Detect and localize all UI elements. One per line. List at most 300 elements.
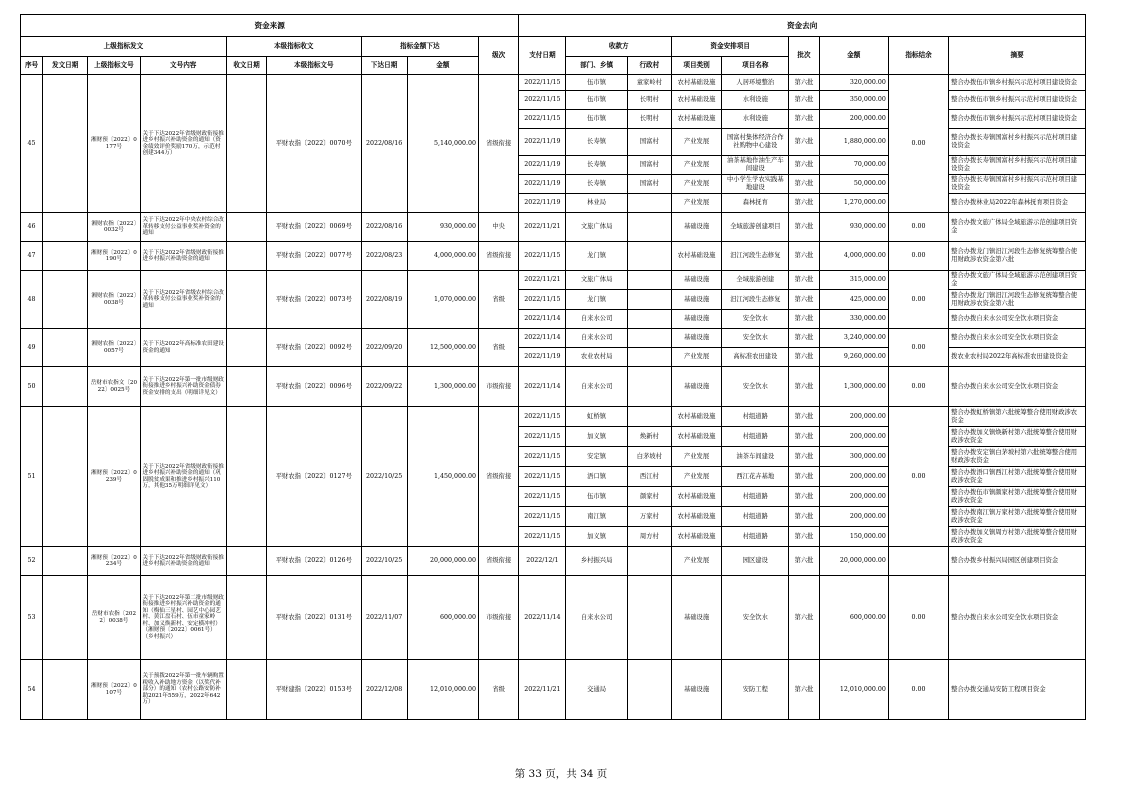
row-project-category: 农村基础设施: [671, 527, 721, 547]
row-project-category: 基础设施: [671, 310, 721, 329]
row-amount: 9,260,000.00: [819, 348, 888, 367]
row-batch: 第六批: [789, 175, 819, 194]
header-issue-date: 发文日期: [43, 57, 88, 75]
header-funds-source: 资金来源: [21, 15, 519, 37]
row-receive-date: [226, 660, 266, 720]
row-summary: 整合办拨伍市镇乡村振兴示范村项目建设资金: [949, 75, 1086, 91]
row-project-name: 安全饮水: [722, 329, 789, 348]
row-balance: 0.00: [888, 75, 948, 213]
row-doc-content: 关于下达2022年省级财政衔接推进乡村振兴补助资金的通知（巩固脱贫成果和推进乡村振兴110万，其他35万明细详见文）: [140, 407, 226, 547]
row-project-category: 农村基础设施: [671, 507, 721, 527]
row-pay-date: 2022/11/15: [519, 467, 566, 487]
row-project-category: 基础设施: [671, 290, 721, 310]
row-summary: 整合办拨交通局安防工程项目资金: [949, 660, 1086, 720]
row-summary: 整合办拨南江镇万家村第六批统筹整合使用财政涉农资金: [949, 507, 1086, 527]
row-pay-date: 2022/11/15: [519, 110, 566, 129]
row-receive-date: [226, 213, 266, 242]
row-local-doc-no: 平财农指〔2022〕0127号: [267, 407, 361, 547]
row-pay-date: 2022/11/15: [519, 487, 566, 507]
row-town: 林业局: [566, 194, 627, 213]
row-village: 白茅坡村: [627, 447, 671, 467]
row-village: [627, 290, 671, 310]
row-town: 伍市镇: [566, 91, 627, 110]
row-receive-date: [226, 329, 266, 367]
row-pay-date: 2022/11/14: [519, 576, 566, 660]
row-project-name: 西江花卉基地: [722, 467, 789, 487]
table-row: [21, 213, 1086, 242]
row-project-category: 基础设施: [671, 576, 721, 660]
row-issue-amount: 600,000.00: [407, 576, 478, 660]
row-doc-content: 关于下达2022年省级财政衔接推进乡村振兴补助资金的通知: [140, 242, 226, 271]
row-local-doc-no: 平财农指〔2022〕0126号: [267, 547, 361, 576]
row-balance: 0.00: [888, 242, 948, 271]
row-town: 长寿镇: [566, 175, 627, 194]
row-issue-amount: 20,000,000.00: [407, 547, 478, 576]
row-amount: 1,300,000.00: [819, 367, 888, 407]
row-village: 国富村: [627, 129, 671, 156]
row-project-name: 安防工程: [722, 660, 789, 720]
row-pay-date: 2022/11/15: [519, 290, 566, 310]
row-batch: 第六批: [789, 447, 819, 467]
row-amount: 330,000.00: [819, 310, 888, 329]
row-pay-date: 2022/11/19: [519, 348, 566, 367]
row-project-name: 汨江河段生态修复: [722, 290, 789, 310]
header-pay-date: 支付日期: [519, 37, 566, 75]
row-project-name: 村组道路: [722, 407, 789, 427]
row-amount: 200,000.00: [819, 467, 888, 487]
row-issue-amount: 4,000,000.00: [407, 242, 478, 271]
row-town: 南江镇: [566, 507, 627, 527]
row-amount: 930,000.00: [819, 213, 888, 242]
row-summary: 整合办拨龙门镇汨江河段生态修复统筹整合使用财政涉农资金第六批: [949, 290, 1086, 310]
row-village: 国富村: [627, 175, 671, 194]
row-level: 省级衔接: [479, 75, 519, 213]
row-local-doc-no: 平财农指〔2022〕0096号: [267, 367, 361, 407]
row-doc-content: 关于下达2022年省级农村综合改革转移支付公益事业奖补资金的通知: [140, 271, 226, 329]
header-town: 部门、乡镇: [566, 57, 627, 75]
row-village: [627, 547, 671, 576]
row-level: 市级衔接: [479, 576, 519, 660]
row-project-category: 基础设施: [671, 660, 721, 720]
table-row: [21, 660, 1086, 720]
row-issue-amount: 930,000.00: [407, 213, 478, 242]
row-issue-down-date: 2022/10/25: [361, 407, 407, 547]
header-payee: 收款方: [566, 37, 671, 57]
row-pay-date: 2022/11/19: [519, 156, 566, 175]
row-summary: 整合办拨龙门镇汨江河段生态修复统筹整合使用财政涉农资金第六批: [949, 242, 1086, 271]
row-issue-date: [43, 271, 88, 329]
header-village: 行政村: [627, 57, 671, 75]
row-doc-content: 关于下达2022年第一批市级财政衔接推进乡村振兴补助资金债券资金安排的支出（明细详见文）: [140, 367, 226, 407]
row-village: [627, 407, 671, 427]
row-local-doc-no: 平财农指〔2022〕0131号: [267, 576, 361, 660]
row-summary: 整合办拨文旅广体局全域旅游示范创建项目资金: [949, 271, 1086, 290]
row-local-doc-no: 平财建指〔2022〕0153号: [267, 660, 361, 720]
row-summary: 整合办拨自来水公司安全饮水项目资金: [949, 329, 1086, 348]
row-village: 颜家村: [627, 487, 671, 507]
row-pay-date: 2022/11/14: [519, 329, 566, 348]
row-seq: 45: [21, 75, 43, 213]
row-town: 龙门镇: [566, 290, 627, 310]
row-issue-down-date: 2022/08/16: [361, 213, 407, 242]
row-amount: 200,000.00: [819, 427, 888, 447]
row-summary: 整合办拨自来水公司安全饮水项目资金: [949, 367, 1086, 407]
row-amount: 200,000.00: [819, 407, 888, 427]
row-local-doc-no: 平财农指〔2022〕0073号: [267, 271, 361, 329]
row-village: 焕新村: [627, 427, 671, 447]
row-batch: 第六批: [789, 129, 819, 156]
row-summary: 整合办拨加义镇周方村第六批统筹整合使用财政涉农资金: [949, 527, 1086, 547]
row-pay-date: 2022/11/15: [519, 527, 566, 547]
row-batch: 第六批: [789, 310, 819, 329]
row-amount: 600,000.00: [819, 576, 888, 660]
row-summary: 整合办拨伍市镇颜家村第六批统筹整合使用财政涉农资金: [949, 487, 1086, 507]
row-pay-date: 2022/11/19: [519, 194, 566, 213]
row-issue-down-date: 2022/11/07: [361, 576, 407, 660]
row-amount: 350,000.00: [819, 91, 888, 110]
row-project-name: 汨江河段生态修复: [722, 242, 789, 271]
row-batch: 第六批: [789, 290, 819, 310]
row-seq: 48: [21, 271, 43, 329]
row-receive-date: [226, 407, 266, 547]
row-town: 龙门镇: [566, 242, 627, 271]
row-project-name: 水利设施: [722, 110, 789, 129]
row-issue-date: [43, 329, 88, 367]
row-amount: 150,000.00: [819, 527, 888, 547]
row-level: 省级: [479, 660, 519, 720]
row-project-name: 人居环境整治: [722, 75, 789, 91]
row-pay-date: 2022/11/19: [519, 129, 566, 156]
row-balance: 0.00: [888, 271, 948, 329]
row-upper-doc-no: 湘财农指〔2022〕0038号: [88, 271, 140, 329]
row-issue-amount: 12,500,000.00: [407, 329, 478, 367]
row-town: 长寿镇: [566, 156, 627, 175]
row-batch: 第六批: [789, 427, 819, 447]
table-row: [21, 367, 1086, 407]
row-issue-down-date: 2022/08/23: [361, 242, 407, 271]
row-village: [627, 576, 671, 660]
row-balance: 0.00: [888, 367, 948, 407]
row-town: 虹桥镇: [566, 407, 627, 427]
row-batch: 第六批: [789, 194, 819, 213]
row-summary: 整合办拨加义镇焕新村第六批统筹整合使用财政涉农资金: [949, 427, 1086, 447]
row-issue-amount: 1,450,000.00: [407, 407, 478, 547]
row-issue-date: [43, 547, 88, 576]
header-project-name: 项目名称: [722, 57, 789, 75]
row-upper-doc-no: 湘财农指〔2022〕0032号: [88, 213, 140, 242]
header-level: 级次: [479, 37, 519, 75]
row-project-category: 农村基础设施: [671, 487, 721, 507]
header-project-category: 项目类别: [671, 57, 721, 75]
table-row: [21, 576, 1086, 660]
row-village: [627, 367, 671, 407]
row-summary: 整合办拨虹桥镇第六批统筹整合使用财政涉农资金: [949, 407, 1086, 427]
row-project-name: 全域旅游创建: [722, 271, 789, 290]
row-seq: 51: [21, 407, 43, 547]
row-level: 省级衔接: [479, 407, 519, 547]
row-batch: 第六批: [789, 348, 819, 367]
row-project-category: 农村基础设施: [671, 427, 721, 447]
row-pay-date: 2022/11/19: [519, 175, 566, 194]
row-batch: 第六批: [789, 242, 819, 271]
row-doc-content: 关于下达2022年省级财政衔接推进乡村振兴补助资金的通知（资金绩效评价奖励170万，示范村创建344万）: [140, 75, 226, 213]
row-seq: 50: [21, 367, 43, 407]
row-issue-amount: 1,300,000.00: [407, 367, 478, 407]
row-town: 长寿镇: [566, 129, 627, 156]
row-local-doc-no: 平财农指〔2022〕0077号: [267, 242, 361, 271]
row-doc-content: 关于预拨2022年第一批车辆购置税收入补助地方资金（以奖代补部分）的通知（农村公路安防补助2021年559万，2022年642万）: [140, 660, 226, 720]
row-project-name: 村组道路: [722, 527, 789, 547]
row-project-category: 产业发展: [671, 156, 721, 175]
header-upper-doc: 上级指标发文: [21, 37, 227, 57]
row-batch: 第六批: [789, 367, 819, 407]
header-doc-content: 文号内容: [140, 57, 226, 75]
row-amount: 300,000.00: [819, 447, 888, 467]
row-receive-date: [226, 576, 266, 660]
row-summary: 整合办拨长寿镇国富村乡村振兴示范村项目建设资金: [949, 129, 1086, 156]
row-batch: 第六批: [789, 407, 819, 427]
row-project-name: 国富村集体经济合作社购物中心建设: [722, 129, 789, 156]
row-town: 乡村振兴局: [566, 547, 627, 576]
row-batch: 第六批: [789, 547, 819, 576]
row-summary: 整合办拨安定镇白茅坡村第六批统筹整合使用财政涉农资金: [949, 447, 1086, 467]
row-project-name: 高标准农田建设: [722, 348, 789, 367]
row-balance: [888, 547, 948, 576]
row-village: 周方村: [627, 527, 671, 547]
row-issue-amount: 1,070,000.00: [407, 271, 478, 329]
funds-table: [20, 14, 1086, 720]
row-seq: 46: [21, 213, 43, 242]
row-level: 中央: [479, 213, 519, 242]
row-town: 自来水公司: [566, 310, 627, 329]
row-amount: 200,000.00: [819, 487, 888, 507]
row-pay-date: 2022/11/14: [519, 310, 566, 329]
table-row: [21, 271, 1086, 290]
row-level: 省级衔接: [479, 547, 519, 576]
header-local-doc: 本级指标收文: [226, 37, 361, 57]
row-village: [627, 194, 671, 213]
row-doc-content: 关于下达2022年高标准农田建设资金的通知: [140, 329, 226, 367]
header-project-arrangement: 资金安排项目: [671, 37, 789, 57]
row-summary: 整合办拨乡村振兴局园区创建项目资金: [949, 547, 1086, 576]
table-row: [21, 329, 1086, 348]
row-village: [627, 242, 671, 271]
row-level: 省级衔接: [479, 242, 519, 271]
row-project-category: 产业发展: [671, 447, 721, 467]
header-issue-amount: 金额: [407, 57, 478, 75]
row-village: [627, 348, 671, 367]
row-batch: 第六批: [789, 75, 819, 91]
row-local-doc-no: 平财农指〔2022〕0069号: [267, 213, 361, 242]
table-row: [21, 547, 1086, 576]
row-issue-down-date: 2022/08/19: [361, 271, 407, 329]
row-project-category: 产业发展: [671, 194, 721, 213]
row-amount: 1,880,000.00: [819, 129, 888, 156]
row-village: [627, 329, 671, 348]
row-local-doc-no: 平财农指〔2022〕0092号: [267, 329, 361, 367]
row-village: 万家村: [627, 507, 671, 527]
row-batch: 第六批: [789, 110, 819, 129]
row-town: 伍市镇: [566, 110, 627, 129]
row-seq: 52: [21, 547, 43, 576]
row-batch: 第六批: [789, 660, 819, 720]
row-summary: 整合办拨伍市镇乡村振兴示范村项目建设资金: [949, 110, 1086, 129]
row-amount: 50,000.00: [819, 175, 888, 194]
row-town: 浯口镇: [566, 467, 627, 487]
row-town: 伍市镇: [566, 75, 627, 91]
header-amount: 金额: [819, 37, 888, 75]
row-project-name: 园区建设: [722, 547, 789, 576]
row-town: 交通局: [566, 660, 627, 720]
row-amount: 1,270,000.00: [819, 194, 888, 213]
row-summary: 拨农业农村局2022年高标准农田建设资金: [949, 348, 1086, 367]
row-amount: 70,000.00: [819, 156, 888, 175]
row-receive-date: [226, 75, 266, 213]
row-summary: 整合办拨文旅广体局全域旅游示范创建项目资金: [949, 213, 1086, 242]
row-receive-date: [226, 367, 266, 407]
row-summary: 整合办拨长寿镇国富村乡村振兴示范村项目建设资金: [949, 175, 1086, 194]
row-village: 西江村: [627, 467, 671, 487]
row-project-name: 安全饮水: [722, 310, 789, 329]
header-batch: 批次: [789, 37, 819, 75]
row-issue-date: [43, 75, 88, 213]
row-project-name: 安全饮水: [722, 576, 789, 660]
row-pay-date: 2022/11/14: [519, 367, 566, 407]
row-project-category: 基础设施: [671, 329, 721, 348]
row-project-category: 农村基础设施: [671, 110, 721, 129]
row-summary: 整合办拨浯口镇西江村第六批统筹整合使用财政涉农资金: [949, 467, 1086, 487]
row-pay-date: 2022/11/15: [519, 91, 566, 110]
row-project-name: 油茶基地作油生产车间建设: [722, 156, 789, 175]
row-doc-content: 关于下达2022年第二批市级财政衔接推进乡村振兴补助资金的通知（梅仙三星村、园艺中心园艺村、黄江盘石村、伍市童家岭村、加义焕新村、安定横冲村）（湘财预〔2022〕0061号）（乡村振兴）: [140, 576, 226, 660]
row-amount: 3,240,000.00: [819, 329, 888, 348]
header-receive-date: 收文日期: [226, 57, 266, 75]
row-receive-date: [226, 547, 266, 576]
row-amount: 200,000.00: [819, 110, 888, 129]
header-amount-issue: 指标金额下达: [361, 37, 479, 57]
row-upper-doc-no: 湘财预〔2022〕0190号: [88, 242, 140, 271]
row-doc-content: 关于下达2022年省级财政衔接推进乡村振兴补助资金的通知: [140, 547, 226, 576]
header-summary: 摘要: [949, 37, 1086, 75]
row-pay-date: 2022/11/15: [519, 507, 566, 527]
row-project-category: 基础设施: [671, 213, 721, 242]
table-row: [21, 242, 1086, 271]
row-project-name: 中小学生学农实践基地建设: [722, 175, 789, 194]
row-amount: 20,000,000.00: [819, 547, 888, 576]
row-seq: 54: [21, 660, 43, 720]
row-level: 省级: [479, 329, 519, 367]
row-issue-date: [43, 407, 88, 547]
row-summary: 整合办拨自来水公司安全饮水项目资金: [949, 310, 1086, 329]
row-batch: 第六批: [789, 271, 819, 290]
row-summary: 整合办拨自来水公司安全饮水项目资金: [949, 576, 1086, 660]
row-project-category: 农村基础设施: [671, 242, 721, 271]
row-issue-down-date: 2022/10/25: [361, 547, 407, 576]
row-town: 自来水公司: [566, 576, 627, 660]
header-issue-down-date: 下达日期: [361, 57, 407, 75]
row-amount: 4,000,000.00: [819, 242, 888, 271]
row-batch: 第六批: [789, 213, 819, 242]
row-issue-down-date: 2022/09/20: [361, 329, 407, 367]
row-pay-date: 2022/11/15: [519, 75, 566, 91]
row-project-category: 产业发展: [671, 467, 721, 487]
page-number: 第 33 页，共 34 页: [514, 768, 608, 780]
header-balance: 指标结余: [888, 37, 948, 75]
row-pay-date: 2022/11/21: [519, 660, 566, 720]
row-local-doc-no: 平财农指〔2022〕0070号: [267, 75, 361, 213]
row-upper-doc-no: 岳财市农指文〔2022〕0025号: [88, 367, 140, 407]
row-project-category: 农村基础设施: [671, 75, 721, 91]
row-pay-date: 2022/12/1: [519, 547, 566, 576]
header-funds-destination: 资金去向: [519, 15, 1086, 37]
row-village: [627, 660, 671, 720]
row-summary: 整合办拨伍市镇乡村振兴示范村项目建设资金: [949, 91, 1086, 110]
row-amount: 315,000.00: [819, 271, 888, 290]
row-doc-content: 关于下达2022年中央农村综合改革转移支付公益事业奖补资金的通知: [140, 213, 226, 242]
row-project-name: 安全饮水: [722, 367, 789, 407]
row-issue-down-date: 2022/12/08: [361, 660, 407, 720]
row-receive-date: [226, 271, 266, 329]
row-project-category: 产业发展: [671, 348, 721, 367]
row-town: 伍市镇: [566, 487, 627, 507]
row-town: 加义镇: [566, 527, 627, 547]
row-village: 国富村: [627, 156, 671, 175]
row-pay-date: 2022/11/21: [519, 271, 566, 290]
row-town: 自来水公司: [566, 329, 627, 348]
row-pay-date: 2022/11/15: [519, 242, 566, 271]
row-pay-date: 2022/11/15: [519, 427, 566, 447]
row-seq: 49: [21, 329, 43, 367]
row-amount: 12,010,000.00: [819, 660, 888, 720]
row-issue-date: [43, 660, 88, 720]
row-village: 长明村: [627, 91, 671, 110]
row-issue-down-date: 2022/08/16: [361, 75, 407, 213]
row-batch: 第六批: [789, 467, 819, 487]
row-balance: 0.00: [888, 576, 948, 660]
row-balance: 0.00: [888, 329, 948, 367]
row-upper-doc-no: 湘财预〔2022〕0234号: [88, 547, 140, 576]
row-project-category: 农村基础设施: [671, 91, 721, 110]
header-upper-doc-no: 上级指标文号: [88, 57, 140, 75]
row-project-category: 基础设施: [671, 367, 721, 407]
row-town: 文旅广体局: [566, 271, 627, 290]
row-project-name: 水利设施: [722, 91, 789, 110]
row-pay-date: 2022/11/15: [519, 407, 566, 427]
row-town: 加义镇: [566, 427, 627, 447]
row-village: [627, 310, 671, 329]
row-pay-date: 2022/11/15: [519, 447, 566, 467]
row-batch: 第六批: [789, 527, 819, 547]
row-pay-date: 2022/11/21: [519, 213, 566, 242]
row-village: 长明村: [627, 110, 671, 129]
row-project-name: 村组道路: [722, 427, 789, 447]
row-batch: 第六批: [789, 487, 819, 507]
row-issue-amount: 12,010,000.00: [407, 660, 478, 720]
table-row: [21, 407, 1086, 427]
row-batch: 第六批: [789, 507, 819, 527]
row-upper-doc-no: 湘财预〔2022〕0177号: [88, 75, 140, 213]
row-project-category: 产业发展: [671, 175, 721, 194]
row-level: 省级: [479, 271, 519, 329]
row-batch: 第六批: [789, 576, 819, 660]
row-batch: 第六批: [789, 329, 819, 348]
row-seq: 53: [21, 576, 43, 660]
row-upper-doc-no: 湘财预〔2022〕0107号: [88, 660, 140, 720]
row-town: 农业农村局: [566, 348, 627, 367]
row-village: [627, 213, 671, 242]
row-issue-amount: 5,140,000.00: [407, 75, 478, 213]
row-upper-doc-no: 湘财预〔2022〕0239号: [88, 407, 140, 547]
